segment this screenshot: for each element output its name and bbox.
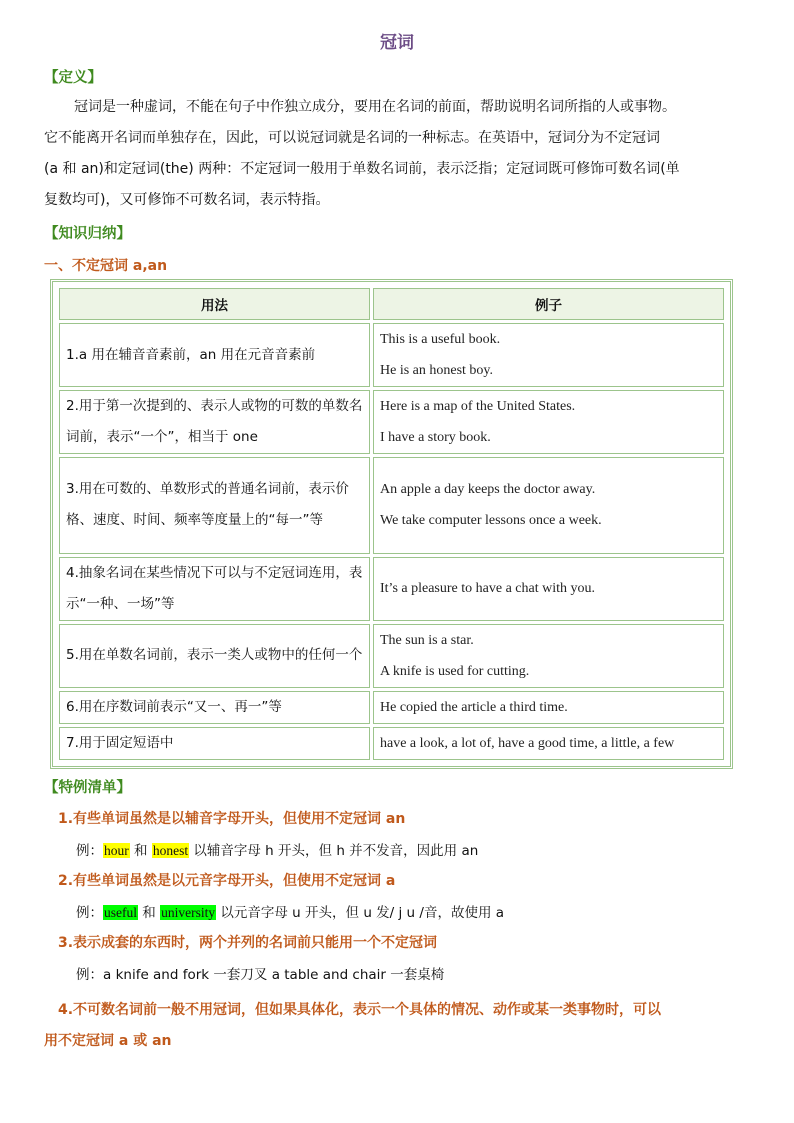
special-item-1-example: 例：hour 和 honest 以辅音字母 h 开头，但 h 并不发音，因此用 an bbox=[76, 843, 479, 859]
example-cell: An apple a day keeps the doctor away. We take computer lessons once a week. bbox=[373, 457, 724, 553]
special-item-3-example: 例：a knife and fork 一套刀叉 a table and chair 一套桌椅 bbox=[76, 967, 445, 983]
highlighted-word: honest bbox=[152, 843, 189, 858]
definition-line-3: (a 和 an)和定冠词(the) 两种：不定冠词一般用于单数名词前，表示泛指；定冠词既可修饰可数名词(单 bbox=[44, 161, 680, 177]
example-cell: This is a useful book. He is an honest boy. bbox=[373, 323, 724, 387]
usage-table-grid bbox=[56, 285, 727, 763]
definition-line-4: 复数均可)，又可修饰不可数名词，表示特指。 bbox=[44, 192, 330, 208]
usage-cell: 6.用在序数词前表示“又一、再一”等 bbox=[59, 691, 370, 724]
special-item-4-heading: 4.不可数名词前一般不用冠词，但如果具体化，表示一个具体的情况、动作或某一类事物时，可以 用不定冠词 a 或 an bbox=[44, 1002, 662, 1049]
usage-table bbox=[50, 279, 733, 769]
example-cell: The sun is a star. A knife is used for cutting. bbox=[373, 624, 724, 688]
special-item-2-example: 例：useful 和 university 以元音字母 u 开头，但 u 发/ j u /音，故使用 a bbox=[76, 905, 505, 921]
table-row bbox=[59, 624, 724, 688]
usage-cell: 4.抽象名词在某些情况下可以与不定冠词连用，表示“一种、一场”等 bbox=[59, 557, 370, 621]
special-cases-tag: 【特例清单】 bbox=[44, 780, 131, 796]
table-row bbox=[59, 323, 724, 387]
usage-cell: 5.用在单数名词前，表示一类人或物中的任何一个 bbox=[59, 624, 370, 688]
usage-cell: 1.a 用在辅音音素前，an 用在元音音素前 bbox=[59, 323, 370, 387]
special-item-2-heading: 2.有些单词虽然是以元音字母开头，但使用不定冠词 a bbox=[58, 873, 396, 889]
table-header-example: 例子 bbox=[373, 288, 724, 320]
indefinite-article-heading: 一、不定冠词 a,an bbox=[44, 258, 168, 274]
table-header-usage: 用法 bbox=[59, 288, 370, 320]
example-cell: have a look, a lot of, have a good time, a little, a few bbox=[373, 727, 724, 760]
table-row bbox=[59, 557, 724, 621]
definition-tag: 【定义】 bbox=[44, 70, 102, 86]
highlighted-word: useful bbox=[104, 905, 137, 920]
table-row bbox=[59, 691, 724, 724]
special-item-3-heading: 3.表示成套的东西时，两个并列的名词前只能用一个不定冠词 bbox=[58, 935, 438, 951]
special-item-1-heading: 1.有些单词虽然是以辅音字母开头，但使用不定冠词 an bbox=[58, 811, 406, 827]
definition-paragraph bbox=[44, 92, 752, 216]
example-cell: Here is a map of the United States. I have a story book. bbox=[373, 390, 724, 454]
table-row bbox=[59, 390, 724, 454]
example-cell: He copied the article a third time. bbox=[373, 691, 724, 724]
table-row bbox=[59, 727, 724, 760]
definition-line-2: 它不能离开名词而单独存在，因此，可以说冠词就是名词的一种标志。在英语中，冠词分为不定冠词 bbox=[44, 130, 660, 146]
usage-cell: 7.用于固定短语中 bbox=[59, 727, 370, 760]
summary-tag: 【知识归纳】 bbox=[44, 226, 131, 242]
usage-cell: 2.用于第一次提到的、表示人或物的可数的单数名词前，表示“一个”，相当于 one bbox=[59, 390, 370, 454]
usage-cell: 3.用在可数的、单数形式的普通名词前，表示价格、速度、时间、频率等度量上的“每一”等 bbox=[59, 457, 370, 553]
highlighted-word: university bbox=[161, 905, 216, 920]
table-row bbox=[59, 457, 724, 553]
example-cell: It’s a pleasure to have a chat with you. bbox=[373, 557, 724, 621]
page-title: 冠词 bbox=[380, 33, 414, 53]
definition-line-1: 冠词是一种虚词，不能在句子中作独立成分，要用在名词的前面，帮助说明名词所指的人或事物。 bbox=[74, 99, 676, 115]
highlighted-word: hour bbox=[104, 843, 129, 858]
